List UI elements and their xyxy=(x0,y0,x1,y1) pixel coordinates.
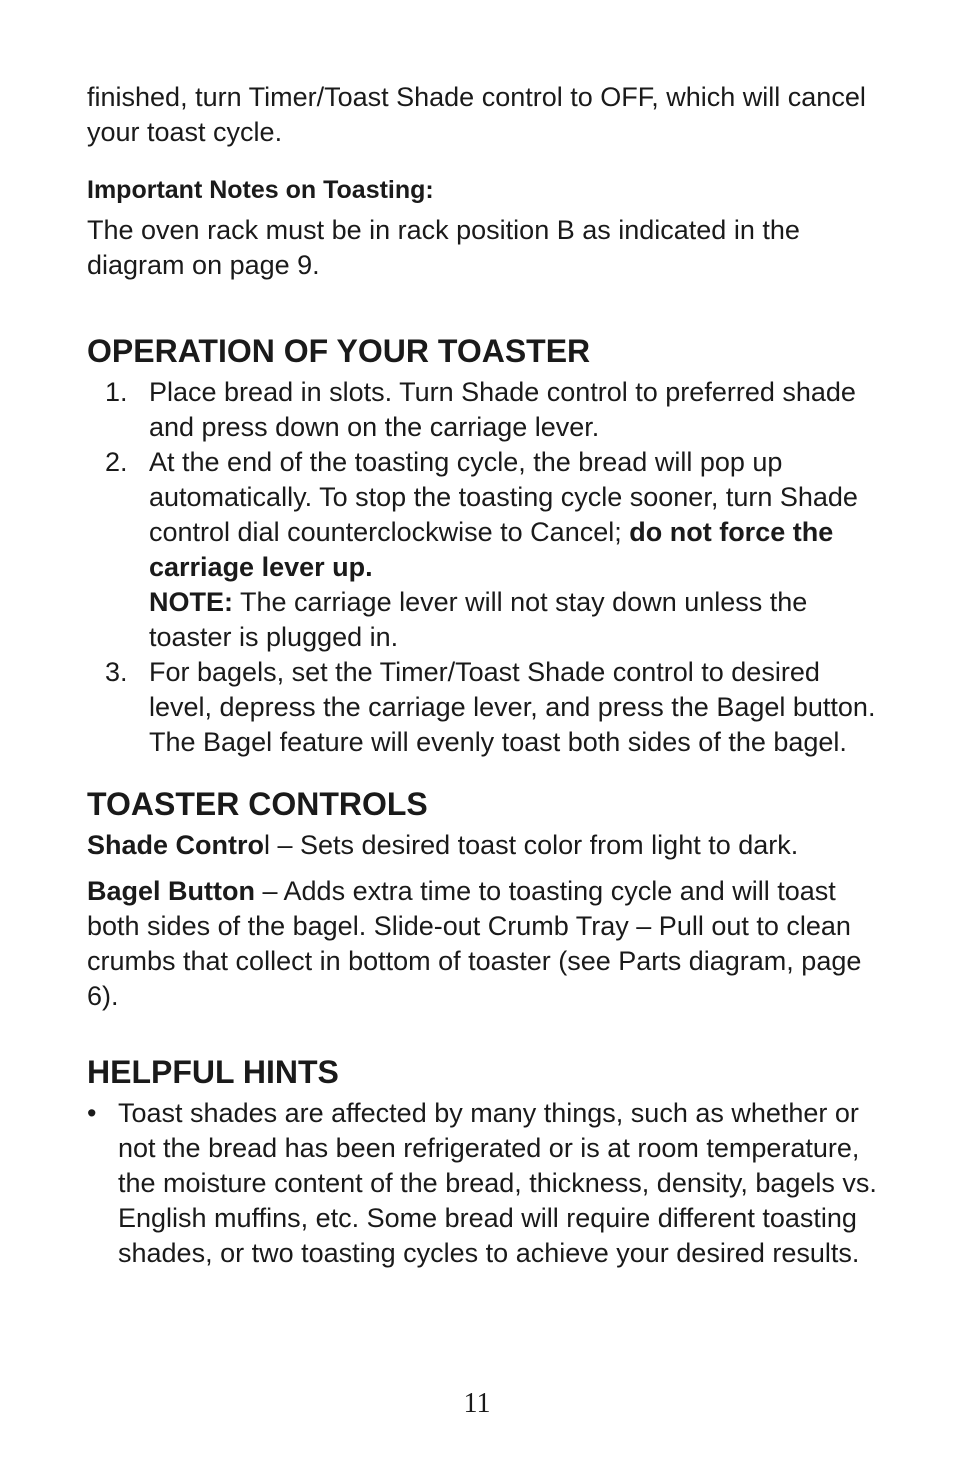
operation-steps xyxy=(87,375,877,760)
controls-heading: TOASTER CONTROLS xyxy=(87,786,428,822)
bagel-button-text: – Adds extra time to toasting cycle and will toast both sides of the bagel. Slide-out Crumb Tray – Pull out to clean crumbs that collect in bottom of toaster (see Parts diagram, page 6). xyxy=(87,876,862,1011)
step-number: 2. xyxy=(105,447,128,477)
bagel-button-label: Bagel Button xyxy=(87,876,255,906)
manual-page xyxy=(87,80,877,1271)
shade-control-paragraph xyxy=(87,828,877,863)
shade-control-label: Shade Contro xyxy=(87,830,265,860)
step-content xyxy=(149,445,877,655)
note-label: NOTE: xyxy=(149,587,233,617)
step-text: At the end of the toasting cycle, the bread will pop up automatically. To stop the toasting cycle sooner, turn Shade control dial counterclockwise to Cancel; xyxy=(149,447,858,547)
note-text: The carriage lever will not stay down unless the toaster is plugged in. xyxy=(149,587,808,652)
step-warning: do not force the carriage lever up. xyxy=(149,517,834,582)
step-item xyxy=(87,375,877,445)
step-item xyxy=(87,445,877,655)
intro-paragraph: finished, turn Timer/Toast Shade control to OFF, which will cancel your toast cycle. xyxy=(87,82,866,147)
operation-heading: OPERATION OF YOUR TOASTER xyxy=(87,333,591,369)
list-item xyxy=(87,1096,877,1271)
bullet-icon: • xyxy=(87,1098,97,1128)
shade-control-text: l – Sets desired toast color from light to dark. xyxy=(264,830,799,860)
hints-list xyxy=(87,1096,877,1271)
step-number: 1. xyxy=(105,377,128,407)
hints-heading: HELPFUL HINTS xyxy=(87,1054,339,1090)
bagel-button-paragraph xyxy=(87,874,877,1014)
step-text: For bagels, set the Timer/Toast Shade control to desired level, depress the carriage lever, and press the Bagel button. The Bagel feature will evenly toast both sides of the bagel. xyxy=(149,657,876,757)
step-item xyxy=(87,655,877,760)
hint-text: Toast shades are affected by many things, such as whether or not the bread has been refrigerated or is at room temperature, the moisture content of the bread, thickness, density, bagels vs. English muffins, etc. Some bread will require different toasting shades, or two toasting cycles to achieve your desired results. xyxy=(118,1098,877,1268)
page-number: 11 xyxy=(463,1388,491,1419)
step-number: 3. xyxy=(105,657,128,687)
notes-paragraph: The oven rack must be in rack position B as indicated in the diagram on page 9. xyxy=(87,215,800,280)
notes-heading: Important Notes on Toasting: xyxy=(87,176,434,204)
step-text: Place bread in slots. Turn Shade control to preferred shade and press down on the carriage lever. xyxy=(149,377,856,442)
